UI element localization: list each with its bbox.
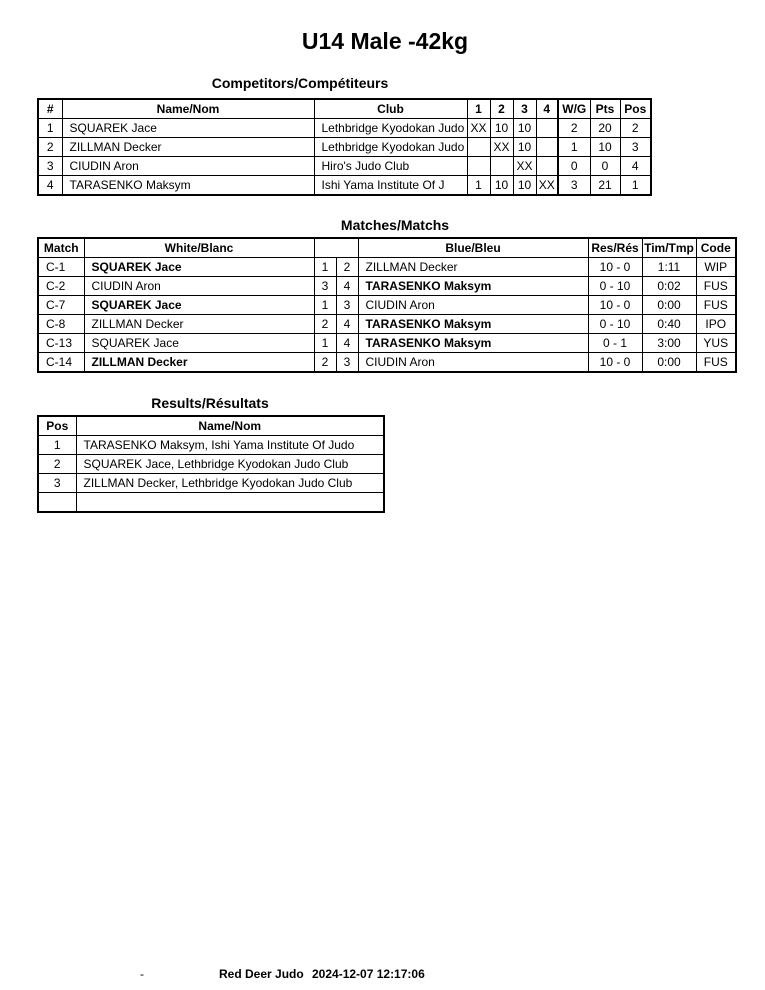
match-result: 10 - 0 xyxy=(588,258,642,277)
blue-competitor: TARASENKO Maksym xyxy=(358,315,588,334)
white-competitor: ZILLMAN Decker xyxy=(84,315,314,334)
round-4-score xyxy=(536,157,558,176)
match-id: C-7 xyxy=(38,296,84,315)
match-row xyxy=(38,315,736,334)
competitor-name: SQUAREK Jace xyxy=(62,119,314,138)
round-1-score xyxy=(467,157,490,176)
col-round-3: 3 xyxy=(513,99,536,119)
competitor-number: 4 xyxy=(38,176,62,196)
col-match: Match xyxy=(38,238,84,258)
match-row xyxy=(38,277,736,296)
match-result: 0 - 10 xyxy=(588,277,642,296)
result-name xyxy=(76,493,384,513)
match-code: FUS xyxy=(696,277,736,296)
match-result: 10 - 0 xyxy=(588,296,642,315)
round-2-score: XX xyxy=(490,138,513,157)
blue-competitor: TARASENKO Maksym xyxy=(358,277,588,296)
competitor-club: Ishi Yama Institute Of J xyxy=(314,176,467,196)
competitors-header-row xyxy=(38,99,651,119)
result-name: TARASENKO Maksym, Ishi Yama Institute Of Judo xyxy=(76,436,384,455)
match-code: FUS xyxy=(696,353,736,373)
competitor-club: Lethbridge Kyodokan Judo xyxy=(314,138,467,157)
blue-number: 4 xyxy=(336,315,358,334)
white-number: 2 xyxy=(314,315,336,334)
footer-organizer: Red Deer Judo xyxy=(219,967,304,981)
match-result: 0 - 1 xyxy=(588,334,642,353)
blue-number: 2 xyxy=(336,258,358,277)
competitor-row xyxy=(38,176,651,196)
match-time: 0:00 xyxy=(642,353,696,373)
col-result-name: Name/Nom xyxy=(76,416,384,436)
competitor-points: 10 xyxy=(590,138,620,157)
competitor-number: 2 xyxy=(38,138,62,157)
footer-timestamp: 2024-12-07 12:17:06 xyxy=(312,967,425,981)
competitor-club: Hiro's Judo Club xyxy=(314,157,467,176)
blue-number: 3 xyxy=(336,353,358,373)
col-round-2: 2 xyxy=(490,99,513,119)
competitors-table xyxy=(37,98,652,196)
round-2-score: 10 xyxy=(490,119,513,138)
results-heading: Results/Résultats xyxy=(151,395,269,411)
match-id: C-14 xyxy=(38,353,84,373)
competitor-points: 20 xyxy=(590,119,620,138)
col-position: Pos xyxy=(620,99,651,119)
round-1-score xyxy=(467,138,490,157)
col-number: # xyxy=(38,99,62,119)
matches-table xyxy=(37,237,737,373)
white-number: 1 xyxy=(314,334,336,353)
round-3-score: 10 xyxy=(513,119,536,138)
white-competitor: SQUAREK Jace xyxy=(84,296,314,315)
match-row xyxy=(38,334,736,353)
match-id: C-1 xyxy=(38,258,84,277)
round-2-score xyxy=(490,157,513,176)
match-time: 1:11 xyxy=(642,258,696,277)
competitor-wins: 1 xyxy=(558,138,590,157)
result-row xyxy=(38,474,384,493)
col-code: Code xyxy=(696,238,736,258)
page-title: U14 Male -42kg xyxy=(301,28,469,54)
match-time: 0:02 xyxy=(642,277,696,296)
white-competitor: ZILLMAN Decker xyxy=(84,353,314,373)
competitor-name: ZILLMAN Decker xyxy=(62,138,314,157)
result-row xyxy=(38,436,384,455)
match-time: 0:40 xyxy=(642,315,696,334)
match-row xyxy=(38,353,736,373)
col-numbers xyxy=(314,238,358,258)
white-number: 3 xyxy=(314,277,336,296)
round-4-score: XX xyxy=(536,176,558,196)
results-header-row xyxy=(38,416,384,436)
match-result: 10 - 0 xyxy=(588,353,642,373)
result-name: SQUAREK Jace, Lethbridge Kyodokan Judo Club xyxy=(76,455,384,474)
white-number: 1 xyxy=(314,296,336,315)
round-3-score: 10 xyxy=(513,138,536,157)
matches-heading: Matches/Matchs xyxy=(340,217,450,233)
white-competitor: SQUAREK Jace xyxy=(84,258,314,277)
competitor-number: 3 xyxy=(38,157,62,176)
match-row xyxy=(38,296,736,315)
col-round-4: 4 xyxy=(536,99,558,119)
result-position xyxy=(38,493,76,513)
competitor-wins: 2 xyxy=(558,119,590,138)
results-table xyxy=(37,415,385,513)
match-code: WIP xyxy=(696,258,736,277)
matches-header-row xyxy=(38,238,736,258)
col-club: Club xyxy=(314,99,467,119)
col-time: Tim/Tmp xyxy=(642,238,696,258)
match-code: IPO xyxy=(696,315,736,334)
competitor-name: CIUDIN Aron xyxy=(62,157,314,176)
col-name: Name/Nom xyxy=(62,99,314,119)
blue-competitor: CIUDIN Aron xyxy=(358,353,588,373)
competitor-wins: 0 xyxy=(558,157,590,176)
match-code: YUS xyxy=(696,334,736,353)
round-3-score: XX xyxy=(513,157,536,176)
result-position: 3 xyxy=(38,474,76,493)
round-1-score: 1 xyxy=(467,176,490,196)
col-white: White/Blanc xyxy=(84,238,314,258)
match-id: C-13 xyxy=(38,334,84,353)
competitor-row xyxy=(38,157,651,176)
match-time: 3:00 xyxy=(642,334,696,353)
blue-competitor: TARASENKO Maksym xyxy=(358,334,588,353)
competitor-row xyxy=(38,138,651,157)
competitor-position: 4 xyxy=(620,157,651,176)
competitor-row xyxy=(38,119,651,138)
competitor-number: 1 xyxy=(38,119,62,138)
round-4-score xyxy=(536,119,558,138)
competitors-heading: Competitors/Compétiteurs xyxy=(211,75,389,91)
result-name: ZILLMAN Decker, Lethbridge Kyodokan Judo Club xyxy=(76,474,384,493)
round-3-score: 10 xyxy=(513,176,536,196)
col-result-position: Pos xyxy=(38,416,76,436)
round-1-score: XX xyxy=(467,119,490,138)
footer-dash: - xyxy=(140,967,144,981)
competitor-name: TARASENKO Maksym xyxy=(62,176,314,196)
match-time: 0:00 xyxy=(642,296,696,315)
col-wins: W/G xyxy=(558,99,590,119)
white-competitor: CIUDIN Aron xyxy=(84,277,314,296)
match-code: FUS xyxy=(696,296,736,315)
round-4-score xyxy=(536,138,558,157)
blue-competitor: CIUDIN Aron xyxy=(358,296,588,315)
white-number: 2 xyxy=(314,353,336,373)
match-row xyxy=(38,258,736,277)
match-result: 0 - 10 xyxy=(588,315,642,334)
competitor-position: 3 xyxy=(620,138,651,157)
blue-number: 4 xyxy=(336,334,358,353)
white-number: 1 xyxy=(314,258,336,277)
result-position: 1 xyxy=(38,436,76,455)
col-blue: Blue/Bleu xyxy=(358,238,588,258)
match-id: C-2 xyxy=(38,277,84,296)
col-result: Res/Rés xyxy=(588,238,642,258)
blue-number: 4 xyxy=(336,277,358,296)
competitor-club: Lethbridge Kyodokan Judo xyxy=(314,119,467,138)
blue-number: 3 xyxy=(336,296,358,315)
competitor-points: 21 xyxy=(590,176,620,196)
col-round-1: 1 xyxy=(467,99,490,119)
competitor-position: 2 xyxy=(620,119,651,138)
round-2-score: 10 xyxy=(490,176,513,196)
result-row xyxy=(38,455,384,474)
result-row xyxy=(38,493,384,513)
blue-competitor: ZILLMAN Decker xyxy=(358,258,588,277)
competitor-points: 0 xyxy=(590,157,620,176)
competitor-wins: 3 xyxy=(558,176,590,196)
match-id: C-8 xyxy=(38,315,84,334)
competitor-position: 1 xyxy=(620,176,651,196)
col-points: Pts xyxy=(590,99,620,119)
white-competitor: SQUAREK Jace xyxy=(84,334,314,353)
result-position: 2 xyxy=(38,455,76,474)
